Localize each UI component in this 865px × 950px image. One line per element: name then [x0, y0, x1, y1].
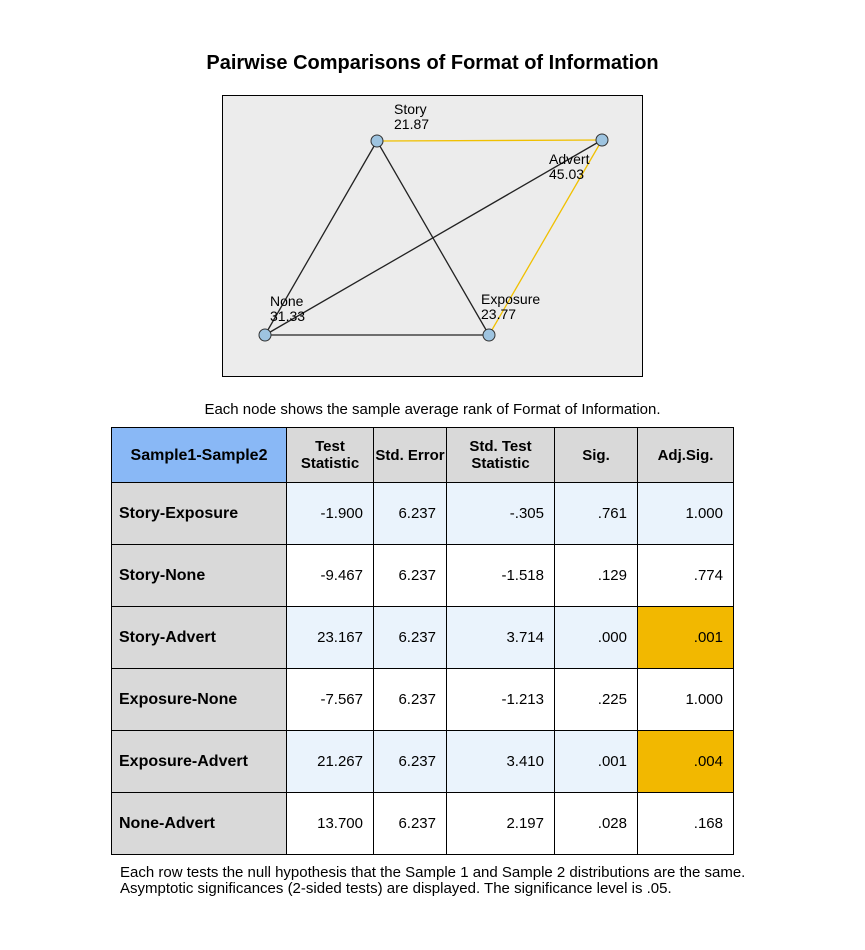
cell-std-error: 6.237 — [374, 545, 447, 607]
node-label-exposure: Exposure — [481, 291, 541, 307]
cell-adj-sig: .004 — [638, 731, 734, 793]
node-label-story: Story — [394, 101, 427, 117]
table-row — [112, 607, 734, 669]
cell-adj-sig: 1.000 — [638, 483, 734, 545]
cell-std-error: 6.237 — [374, 793, 447, 855]
table-header-row — [112, 428, 734, 483]
table-row — [112, 669, 734, 731]
cell-std-test-statistic: -.305 — [447, 483, 555, 545]
node-none — [259, 329, 271, 341]
node-exposure — [483, 329, 495, 341]
cell-sig: .761 — [555, 483, 638, 545]
footnotes — [120, 865, 760, 897]
row-label: Story-Advert — [112, 607, 287, 669]
header-std-error: Std. Error — [374, 428, 447, 483]
header-sample-pair: Sample1-Sample2 — [112, 428, 287, 483]
cell-std-error: 6.237 — [374, 607, 447, 669]
table-row — [112, 483, 734, 545]
row-label: Exposure-Advert — [112, 731, 287, 793]
cell-std-error: 6.237 — [374, 669, 447, 731]
cell-std-test-statistic: -1.213 — [447, 669, 555, 731]
table-row — [112, 793, 734, 855]
node-value-advert: 45.03 — [549, 166, 585, 182]
table-row — [112, 545, 734, 607]
cell-test-statistic: 23.167 — [287, 607, 374, 669]
cell-test-statistic: -7.567 — [287, 669, 374, 731]
cell-std-test-statistic: 3.410 — [447, 731, 555, 793]
row-label: Story-None — [112, 545, 287, 607]
cell-sig: .000 — [555, 607, 638, 669]
cell-test-statistic: -1.900 — [287, 483, 374, 545]
cell-std-error: 6.237 — [374, 731, 447, 793]
header-test-statistic: Test Statistic — [287, 428, 374, 483]
node-value-story: 21.87 — [394, 116, 430, 132]
node-label-advert: Advert — [549, 151, 590, 167]
network-svg — [223, 96, 642, 376]
graph-caption: Each node shows the sample average rank of Format of Information. — [204, 401, 661, 418]
header-std-test-statistic: Std. Test Statistic — [447, 428, 555, 483]
cell-adj-sig: .001 — [638, 607, 734, 669]
cell-test-statistic: 21.267 — [287, 731, 374, 793]
chart-title: Pairwise Comparisons of Format of Information — [206, 52, 659, 74]
cell-sig: .028 — [555, 793, 638, 855]
cell-sig: .225 — [555, 669, 638, 731]
footnote-null-hypothesis: Each row tests the null hypothesis that the Sample 1 and Sample 2 distributions are the same. — [120, 864, 746, 881]
table-row — [112, 731, 734, 793]
cell-adj-sig: .168 — [638, 793, 734, 855]
header-adj-sig: Adj.Sig. — [638, 428, 734, 483]
cell-test-statistic: -9.467 — [287, 545, 374, 607]
row-label: Story-Exposure — [112, 483, 287, 545]
node-story — [371, 135, 383, 147]
node-value-none: 31.33 — [270, 308, 306, 324]
edge-story-advert — [377, 140, 602, 141]
cell-std-error: 6.237 — [374, 483, 447, 545]
node-label-none: None — [270, 293, 304, 309]
header-sig: Sig. — [555, 428, 638, 483]
node-value-exposure: 23.77 — [481, 306, 517, 322]
cell-sig: .129 — [555, 545, 638, 607]
cell-adj-sig: 1.000 — [638, 669, 734, 731]
cell-sig: .001 — [555, 731, 638, 793]
pairwise-comparisons-table — [111, 427, 734, 855]
cell-test-statistic: 13.700 — [287, 793, 374, 855]
node-advert — [596, 134, 608, 146]
row-label: None-Advert — [112, 793, 287, 855]
cell-std-test-statistic: 3.714 — [447, 607, 555, 669]
cell-std-test-statistic: -1.518 — [447, 545, 555, 607]
cell-adj-sig: .774 — [638, 545, 734, 607]
row-label: Exposure-None — [112, 669, 287, 731]
cell-std-test-statistic: 2.197 — [447, 793, 555, 855]
footnote-significance: Asymptotic significances (2-sided tests) are displayed. The significance level is .05. — [120, 880, 672, 897]
pairwise-network-graph — [222, 95, 643, 377]
